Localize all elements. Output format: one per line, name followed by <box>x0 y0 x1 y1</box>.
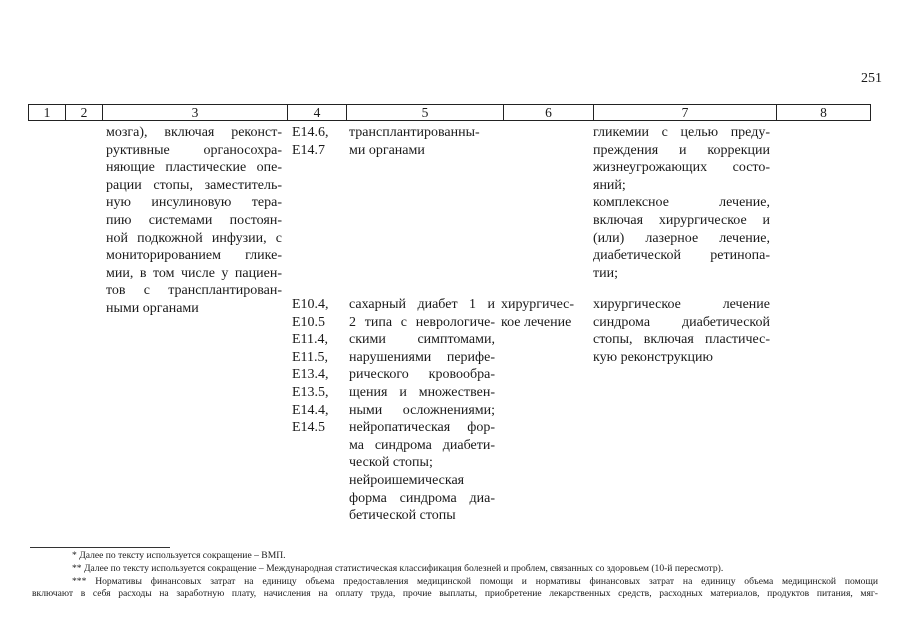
row1-col3-text <box>106 124 282 318</box>
code-line: E10.4, <box>292 297 329 312</box>
text-line: сахарный диабет 1 и <box>349 297 495 312</box>
table-header <box>28 104 871 121</box>
text-line: ную инсулиновую тера- <box>106 195 282 211</box>
footnote-3-continuation: включают в себя расходы на заработную плату, начисления на оплату труда, прочие выплаты, приобретение лекарственных средств, расходных материалов, продуктов питания, мяг- <box>32 588 878 599</box>
row1-col5-text <box>349 124 499 159</box>
row2-col7-text <box>593 296 770 366</box>
text-line: ной подкожной инфузии, с <box>106 230 282 246</box>
code-line: E14.4, <box>292 402 329 418</box>
footnote-2: ** Далее по тексту используется сокращение – Международная статистическая классификация болезней и проблем, связанных со здоровьем (10-й пересмотр). <box>72 563 724 574</box>
text-line: хирургическое лечение <box>593 297 770 312</box>
row2-col5-text <box>349 296 495 525</box>
text-line: нарушениями перифе- <box>349 349 495 365</box>
code-line: E14.7 <box>292 142 326 158</box>
text-line: 2 типа с неврологиче- <box>349 314 495 330</box>
text-line: трансплантированны- <box>349 125 480 140</box>
header-col-7: 7 <box>594 105 777 121</box>
text-line: рического кровообра- <box>349 367 495 383</box>
code-line: E14.5 <box>292 420 326 436</box>
page-number: 251 <box>861 71 882 86</box>
text-line: ными осложнениями; <box>349 402 495 418</box>
code-line: E13.4, <box>292 367 329 383</box>
code-line: E11.4, <box>292 332 329 348</box>
header-col-6: 6 <box>504 105 594 121</box>
code-line: E11.5, <box>292 349 329 365</box>
text-line: жизнеугрожающих состо- <box>593 160 770 176</box>
row1-col4-codes <box>292 124 346 159</box>
text-line: ма синдрома диабети- <box>349 437 495 453</box>
text-line: преждения и коррекции <box>593 142 770 158</box>
text-line: мониторированием глике- <box>106 248 282 264</box>
text-line: тии; <box>593 265 618 281</box>
text-line: хирургичес- <box>501 297 575 312</box>
text-line: ми органами <box>349 142 425 158</box>
header-row <box>29 105 871 121</box>
text-line: рации стопы, заместитель- <box>106 177 282 193</box>
text-line: комплексное лечение, <box>593 195 770 211</box>
text-line: стопы, включая пластичес- <box>593 332 770 348</box>
text-line: диабетической ретинопа- <box>593 248 770 264</box>
header-col-2: 2 <box>66 105 103 121</box>
text-line: скими симптомами, <box>349 332 495 348</box>
text-line: гликемии с целью преду- <box>593 125 770 140</box>
text-line: тов с трансплантирован- <box>106 283 282 299</box>
text-line: нейропатическая фор- <box>349 420 495 436</box>
text-line: включая хирургическое и <box>593 212 770 228</box>
text-line: бетической стопы <box>349 508 456 524</box>
header-col-1: 1 <box>29 105 66 121</box>
text-line: кое лечение <box>501 314 572 330</box>
header-col-4: 4 <box>288 105 347 121</box>
code-line: E14.6, <box>292 125 329 140</box>
footnote-3: *** Нормативы финансовых затрат на единицу объема предоставления медицинской помощи и нормативы финансовых затрат на единицу объема медицинской помощи <box>72 576 878 587</box>
code-line: E13.5, <box>292 384 329 400</box>
text-line: пию системами постоян- <box>106 212 282 228</box>
text-line: кую реконструкцию <box>593 349 713 365</box>
row2-col4-codes <box>292 296 346 437</box>
text-line: ческой стопы; <box>349 455 433 471</box>
text-line: нейроишемическая <box>349 472 465 488</box>
code-line: E10.5 <box>292 314 326 330</box>
header-col-3: 3 <box>103 105 288 121</box>
text-line: няющие пластические опе- <box>106 160 282 176</box>
footnote-1: * Далее по тексту используется сокращение – ВМП. <box>72 550 286 561</box>
header-col-5: 5 <box>347 105 504 121</box>
text-line: форма синдрома диа- <box>349 490 495 506</box>
row1-col7-text <box>593 124 770 282</box>
text-line: ными органами <box>106 300 199 316</box>
text-line: руктивные органосохра- <box>106 142 282 158</box>
text-line: мии, в том числе у пациен- <box>106 265 282 281</box>
text-line: щения и множествен- <box>349 384 495 400</box>
header-col-8: 8 <box>777 105 871 121</box>
row2-col6-text <box>501 296 587 331</box>
footnote-separator <box>30 547 170 548</box>
text-line: синдрома диабетической <box>593 314 770 330</box>
text-line: (или) лазерное лечение, <box>593 230 770 246</box>
text-line: мозга), включая реконст- <box>106 125 282 140</box>
text-line: яний; <box>593 177 626 193</box>
